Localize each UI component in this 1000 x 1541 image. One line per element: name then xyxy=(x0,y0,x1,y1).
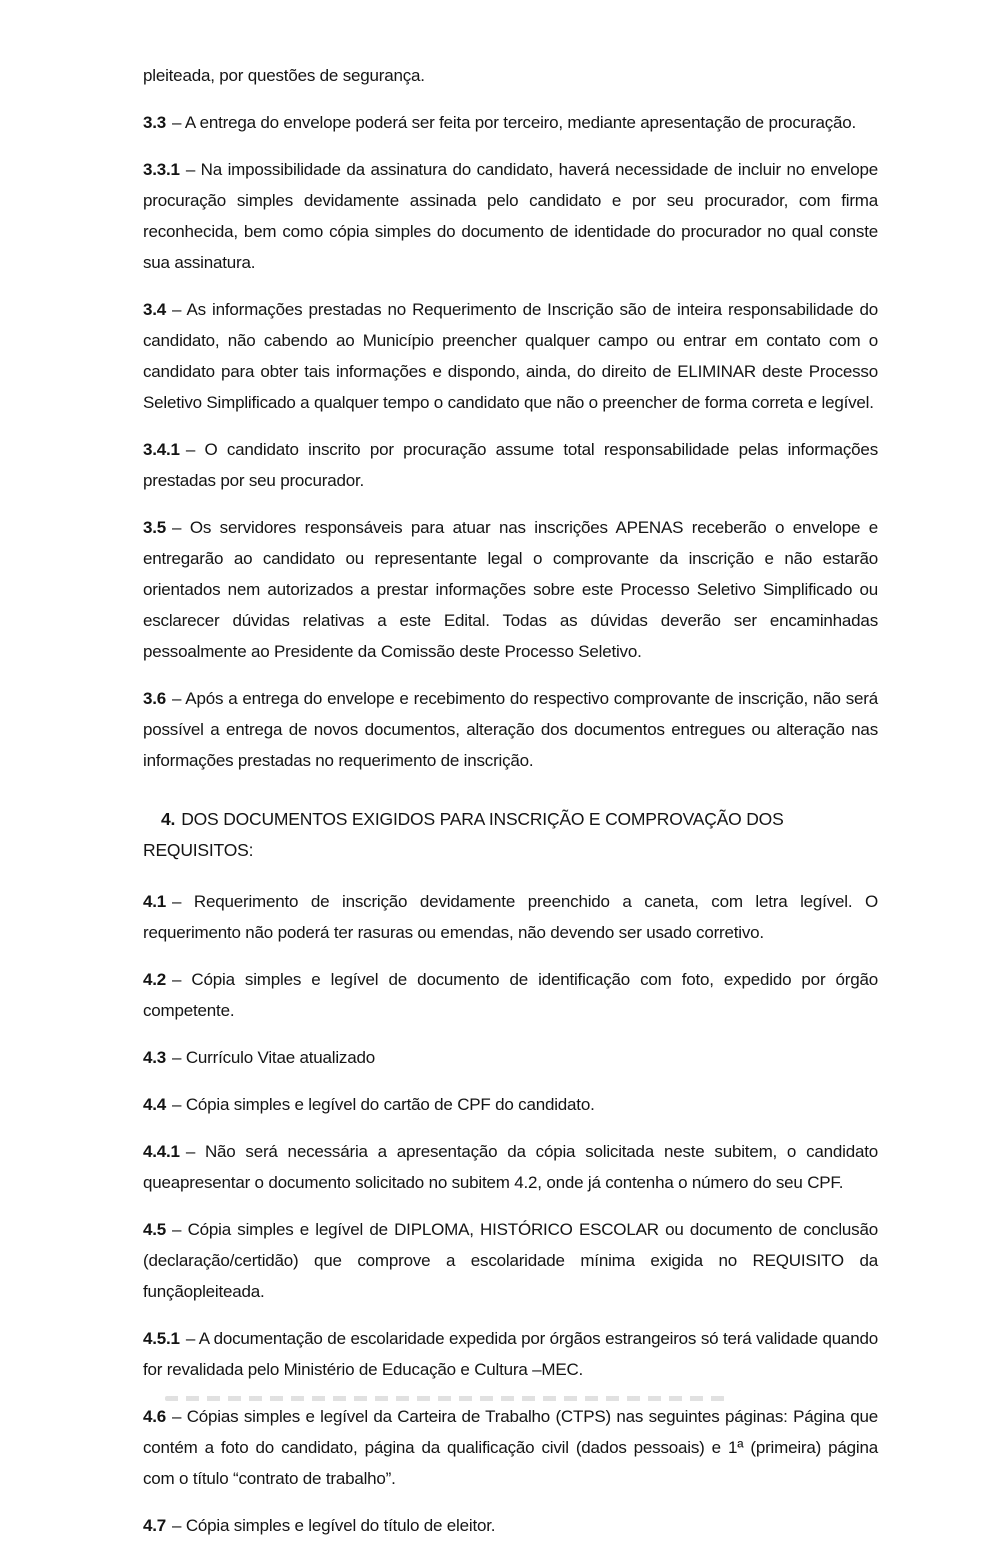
item-number: 4.4 xyxy=(143,1095,167,1114)
paragraph-text: – A entrega do envelope poderá ser feita por terceiro, mediante apresentação de procuração. xyxy=(172,113,857,132)
paragraph-3-3 xyxy=(143,107,878,138)
item-number: 3.6 xyxy=(143,689,167,708)
paragraph-text: – A documentação de escolaridade expedida por órgãos estrangeiros só terá validade quando for revalidada pelo Ministério de Educação e Cultura –MEC. xyxy=(143,1329,878,1379)
paragraph-text: – O candidato inscrito por procuração assume total responsabilidade pelas informações prestadas por seu procurador. xyxy=(143,440,878,490)
paragraph-4-4-1 xyxy=(143,1136,878,1198)
paragraph-text: – Cópia simples e legível do cartão de CPF do candidato. xyxy=(172,1095,595,1114)
paragraph-text: – Após a entrega do envelope e recebimento do respectivo comprovante de inscrição, não será possível a entrega de novos documentos, alteração dos documentos entregues ou alteração nas informações prestadas no requerimento de inscrição. xyxy=(143,689,878,770)
paragraph-text: pleiteada, por questões de segurança. xyxy=(143,66,425,85)
paragraph-4-3 xyxy=(143,1042,878,1073)
paragraph-text: – Cópia simples e legível de DIPLOMA, HISTÓRICO ESCOLAR ou documento de conclusão (declaração/certidão) que comprove a escolaridade mínima exigida no REQUISITO da funçãopleiteada. xyxy=(143,1220,878,1301)
paragraph-text: – Cópia simples e legível do título de eleitor. xyxy=(172,1516,496,1535)
paragraph-4-5 xyxy=(143,1214,878,1307)
paragraph-text: – Cópia simples e legível de documento de identificação com foto, expedido por órgão competente. xyxy=(143,970,878,1020)
item-number: 4.5.1 xyxy=(143,1329,180,1348)
item-number: 3.3 xyxy=(143,113,167,132)
paragraph-text: – Requerimento de inscrição devidamente preenchido a caneta, com letra legível. O requerimento não poderá ter rasuras ou emendas, não devendo ser usado corretivo. xyxy=(143,892,878,942)
item-number: 4.6 xyxy=(143,1407,167,1426)
paragraph-3-4-1 xyxy=(143,434,878,496)
paragraph-4-4 xyxy=(143,1089,878,1120)
item-number: 3.4.1 xyxy=(143,440,180,459)
item-number: 4.3 xyxy=(143,1048,167,1067)
paragraph-text: – Na impossibilidade da assinatura do candidato, haverá necessidade de incluir no envelope procuração simples devidamente assinada pelo candidato e por seu procurador, com firma reconhecida, bem como cópia simples do documento de identidade do procurador no qual conste sua assinatura. xyxy=(143,160,878,272)
item-number: 4.7 xyxy=(143,1516,167,1535)
item-number: 3.5 xyxy=(143,518,167,537)
paragraph-text: – As informações prestadas no Requerimento de Inscrição são de inteira responsabilidade do candidato, não cabendo ao Município preencher qualquer campo ou entrar em contato com o candidato para obter tais informações e dispondo, ainda, do direito de ELIMINAR deste Processo Seletivo Simplificado a qualquer tempo o candidato que não o preencher de forma correta e legível. xyxy=(143,300,878,412)
section-number: 4. xyxy=(161,809,176,829)
section-title: DOS DOCUMENTOS EXIGIDOS PARA INSCRIÇÃO E COMPROVAÇÃO DOS REQUISITOS: xyxy=(143,809,784,860)
paragraph-4-7 xyxy=(143,1510,878,1541)
paragraph-continuation xyxy=(143,60,878,91)
paragraph-4-5-1 xyxy=(143,1323,878,1385)
item-number: 4.2 xyxy=(143,970,167,989)
paragraph-4-1 xyxy=(143,886,878,948)
item-number: 4.4.1 xyxy=(143,1142,180,1161)
item-number: 4.5 xyxy=(143,1220,167,1239)
paragraph-3-5 xyxy=(143,512,878,667)
paragraph-text: – Cópias simples e legível da Carteira de Trabalho (CTPS) nas seguintes páginas: Página que contém a foto do candidato, página da qualificação civil (dados pessoais) e 1ª (primeira) página com o título “contrato de trabalho”. xyxy=(143,1407,878,1488)
paragraph-3-4 xyxy=(143,294,878,418)
paragraph-3-6 xyxy=(143,683,878,776)
cut-off-text-line xyxy=(165,1396,725,1401)
paragraph-text: – Os servidores responsáveis para atuar nas inscrições APENAS receberão o envelope e entregarão ao candidato ou representante legal o comprovante da inscrição e não estarão orientados nem autorizados a prestar informações sobre este Processo Seletivo Simplificado ou esclarecer dúvidas relativas a este Edital. Todas as dúvidas deverão ser encaminhadas pessoalmente ao Presidente da Comissão deste Processo Seletivo. xyxy=(143,518,878,661)
paragraph-text: – Não será necessária a apresentação da cópia solicitada neste subitem, o candidato queapresentar o documento solicitado no subitem 4.2, onde já contenha o número do seu CPF. xyxy=(143,1142,878,1192)
paragraph-text: – Currículo Vitae atualizado xyxy=(172,1048,375,1067)
item-number: 3.4 xyxy=(143,300,167,319)
item-number: 4.1 xyxy=(143,892,167,911)
item-number: 3.3.1 xyxy=(143,160,180,179)
paragraph-4-2 xyxy=(143,964,878,1026)
paragraph-4-6 xyxy=(143,1401,878,1494)
paragraph-3-3-1 xyxy=(143,154,878,278)
section-heading-4 xyxy=(143,804,878,866)
